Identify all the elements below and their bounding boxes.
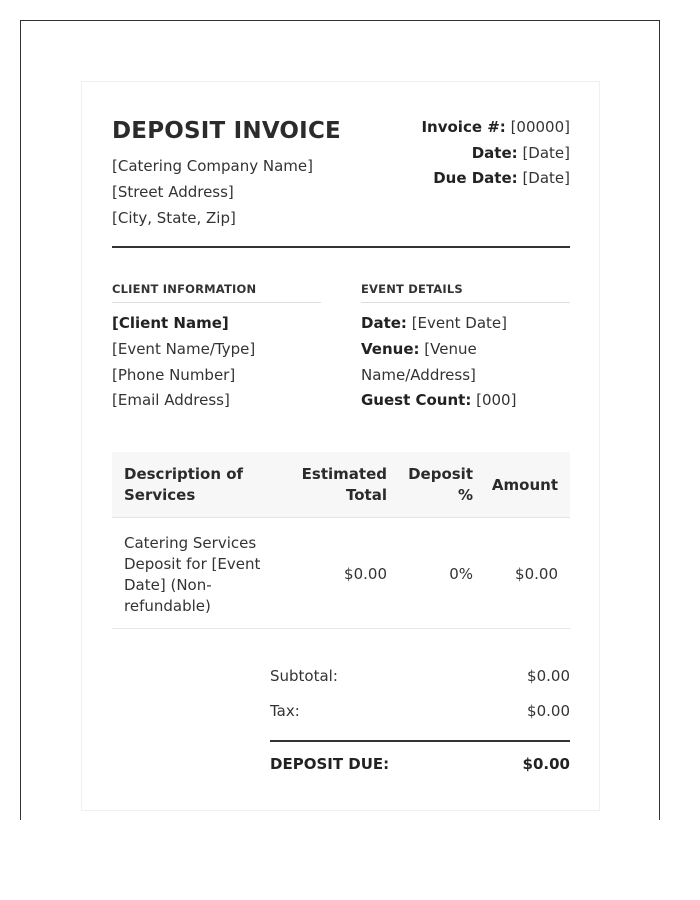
event-guest-value: [000]	[476, 391, 517, 410]
invoice-date-value: [Date]	[522, 143, 570, 162]
invoice-due-row	[421, 166, 570, 192]
invoice-due-value: [Date]	[522, 169, 570, 187]
deposit-due-row	[270, 755, 570, 775]
event-guest-row	[361, 388, 570, 414]
subtotal-row	[270, 667, 570, 687]
client-phone: [Phone Number]	[112, 365, 236, 384]
header-deposit-line1: Deposit	[408, 465, 473, 483]
event-guest-label: Guest Count:	[361, 391, 472, 410]
tax-row	[270, 702, 570, 722]
header-description	[124, 464, 264, 506]
client-info	[112, 311, 255, 414]
header-estimated-line2: Total	[346, 486, 387, 504]
invoice-meta	[421, 115, 570, 192]
client-email: [Email Address]	[112, 391, 230, 410]
row-deposit-percent: 0%	[449, 565, 473, 583]
company-street: [Street Address]	[112, 183, 234, 201]
row-amount: $0.00	[515, 565, 558, 583]
client-info-heading: CLIENT INFORMATION	[112, 282, 321, 303]
header-deposit-percent	[403, 464, 473, 506]
row-estimated-total: $0.00	[344, 565, 387, 583]
header-deposit-line2: %	[457, 486, 473, 504]
row-description-line2: Deposit for [Event	[124, 555, 261, 573]
subtotal-label: Subtotal:	[270, 667, 338, 685]
event-date-row	[361, 311, 570, 337]
event-venue-value-line2: Name/Address]	[361, 365, 476, 384]
event-details	[361, 311, 570, 414]
row-description	[124, 533, 264, 617]
invoice-date-row	[421, 141, 570, 167]
totals-divider	[270, 740, 570, 742]
company-name: [Catering Company Name]	[112, 157, 313, 175]
header-estimated-line1: Estimated	[301, 465, 387, 483]
event-details-heading: EVENT DETAILS	[361, 282, 570, 303]
header-description-line1: Description of	[124, 465, 244, 483]
services-table-header	[112, 452, 570, 518]
invoice-date-label: Date:	[471, 143, 518, 162]
client-name: [Client Name]	[112, 314, 229, 332]
invoice-due-label: Due Date:	[433, 169, 518, 187]
header-divider	[112, 246, 570, 248]
event-venue-value-line1: [Venue	[424, 339, 477, 358]
event-venue-row	[361, 337, 570, 363]
row-description-line4: refundable)	[124, 597, 211, 615]
deposit-due-label: DEPOSIT DUE:	[270, 755, 390, 773]
event-date-label: Date:	[361, 314, 407, 332]
row-description-line1: Catering Services	[124, 534, 257, 552]
table-row	[112, 518, 570, 629]
tax-label: Tax:	[270, 702, 300, 720]
header-estimated-total	[297, 464, 387, 506]
invoice-title: DEPOSIT INVOICE	[112, 118, 341, 144]
header-description-line2: Services	[124, 486, 196, 504]
event-date-value: [Event Date]	[411, 314, 507, 332]
header-amount: Amount	[491, 476, 558, 494]
invoice-number-value: [00000]	[510, 118, 570, 136]
company-city: [City, State, Zip]	[112, 209, 236, 227]
tax-value: $0.00	[527, 702, 570, 720]
company-info	[112, 153, 313, 231]
event-venue-label: Venue:	[361, 339, 420, 358]
subtotal-value: $0.00	[527, 667, 570, 685]
deposit-due-value: $0.00	[522, 755, 570, 773]
invoice-number-row	[421, 115, 570, 141]
invoice-number-label: Invoice #:	[421, 118, 506, 136]
row-description-line3: Date] (Non-	[124, 576, 212, 594]
client-event-type: [Event Name/Type]	[112, 339, 256, 358]
